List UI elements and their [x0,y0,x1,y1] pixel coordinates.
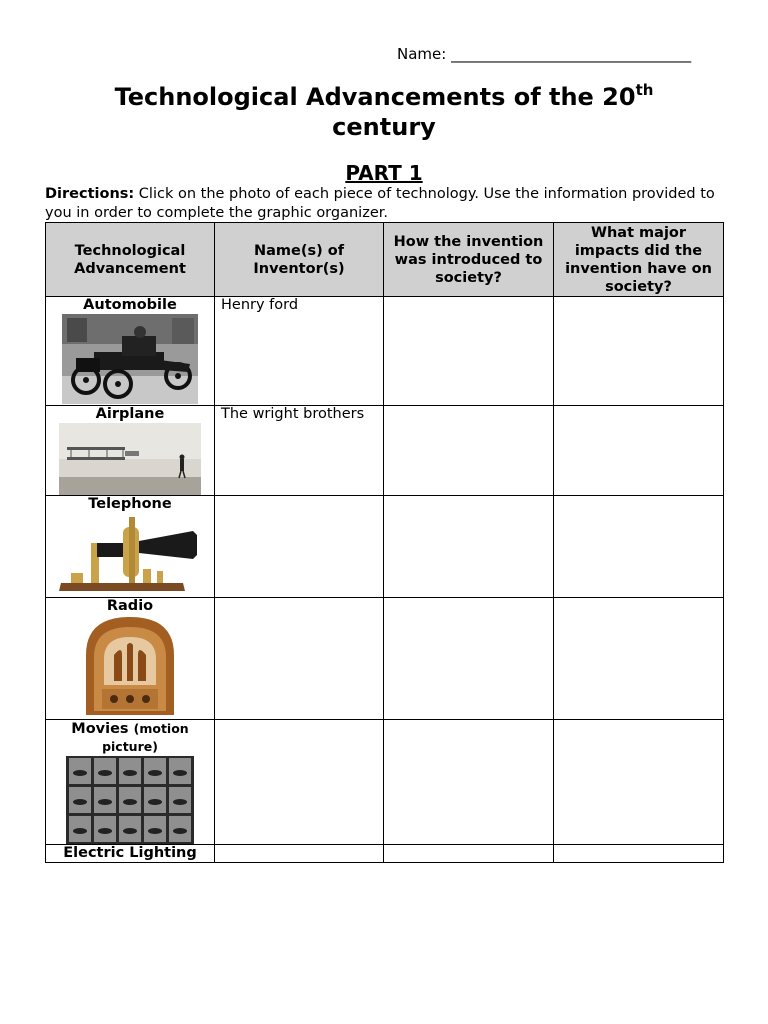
part-heading: PART 1 [345,161,423,185]
tech-label: Automobile [83,297,177,313]
impacts-cell[interactable] [554,720,724,845]
title-main: Technological Advancements of the 20 [114,83,636,111]
automobile-photo[interactable] [62,314,198,404]
directions [45,185,725,223]
inventor-cell[interactable]: The wright brothers [215,406,384,496]
inventor-cell[interactable] [215,720,384,845]
tech-label: Electric Lighting [63,845,197,861]
header-introduced: How the invention was introduced to society? [384,223,554,297]
inventor-cell[interactable]: Henry ford [215,297,384,406]
directions-text: Click on the photo of each piece of technology. Use the information provided to you in order to complete the graphic organizer. [45,186,715,221]
table-row [46,496,724,598]
tech-cell [46,845,215,863]
introduced-cell[interactable] [384,845,554,863]
introduced-cell[interactable] [384,406,554,496]
impacts-cell[interactable] [554,297,724,406]
directions-label: Directions: [45,186,135,202]
graphic-organizer-table [45,222,724,863]
name-field[interactable]: Name: ________________________________ [397,45,692,63]
inventor-cell[interactable] [215,496,384,598]
table-row [46,720,724,845]
header-tech: Technological Advancement [46,223,215,297]
title-line2: century [332,113,436,141]
tech-label-main: Movies [71,721,129,737]
radio-photo[interactable] [80,615,180,717]
movies-photo[interactable] [66,756,194,844]
tech-cell [46,297,215,406]
introduced-cell[interactable] [384,720,554,845]
introduced-cell[interactable] [384,297,554,406]
introduced-cell[interactable] [384,496,554,598]
table-row [46,845,724,863]
introduced-cell[interactable] [384,598,554,720]
tech-label: Telephone [88,496,172,512]
impacts-cell[interactable] [554,496,724,598]
title-superscript: th [635,81,654,99]
impacts-cell[interactable] [554,845,724,863]
table-row [46,598,724,720]
tech-cell [46,720,215,845]
tech-label: Radio [106,598,154,614]
airplane-photo[interactable] [59,423,201,495]
page-title [0,82,768,142]
tech-label: Airplane [95,406,165,422]
inventor-cell[interactable] [215,598,384,720]
tech-label-sub: (motion picture) [102,721,189,754]
impacts-cell[interactable] [554,598,724,720]
table-row [46,297,724,406]
tech-cell [46,598,215,720]
tech-cell [46,496,215,598]
tech-label [46,720,214,756]
inventor-cell[interactable] [215,845,384,863]
table-row [46,406,724,496]
impacts-cell[interactable] [554,406,724,496]
telephone-photo[interactable] [57,513,203,597]
header-inventors: Name(s) of Inventor(s) [215,223,384,297]
tech-cell [46,406,215,496]
header-impacts: What major impacts did the invention have on society? [554,223,724,297]
header-row [46,223,724,297]
